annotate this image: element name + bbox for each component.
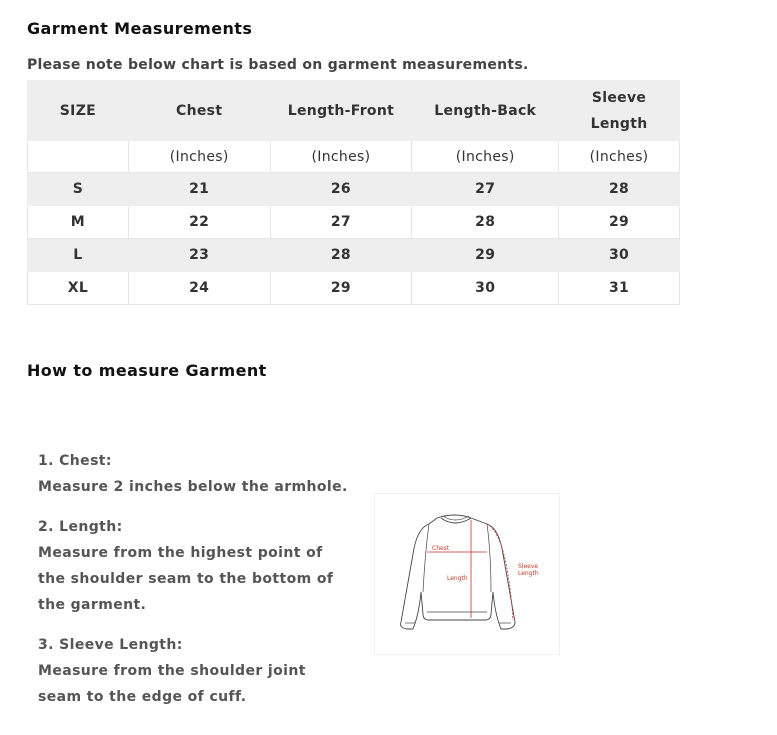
step-heading: 3. Sleeve Length: xyxy=(38,637,183,653)
unit-cell: (Inches) xyxy=(128,141,270,173)
table-cell: 24 xyxy=(128,272,270,305)
step-text: Measure 2 inches below the armhole. xyxy=(38,479,348,495)
step-heading: 2. Length: xyxy=(38,519,123,535)
column-header: Length-Back xyxy=(412,81,559,141)
column-header-text: Sleeve Length xyxy=(590,89,648,132)
step-chest xyxy=(38,448,358,500)
measure-steps xyxy=(38,448,358,724)
chest-label: Chest xyxy=(432,545,450,552)
step-length xyxy=(38,514,358,618)
unit-cell: (Inches) xyxy=(559,141,680,173)
table-cell: 27 xyxy=(270,206,412,239)
column-header-sleeve-length xyxy=(559,81,680,141)
table-cell: 22 xyxy=(128,206,270,239)
step-text: Measure from the highest point of xyxy=(38,545,323,561)
column-header: Length-Front xyxy=(270,81,412,141)
table-cell: 29 xyxy=(270,272,412,305)
table-cell: 21 xyxy=(128,173,270,206)
unit-cell xyxy=(28,141,129,173)
sleeve-label-2: Length xyxy=(518,570,539,577)
table-row xyxy=(28,206,680,239)
column-header: SIZE xyxy=(28,81,129,141)
step-text: Measure from the shoulder joint xyxy=(38,663,306,679)
page-title: Garment Measurements xyxy=(27,19,253,38)
size-cell: XL xyxy=(28,272,129,305)
table-cell: 27 xyxy=(412,173,559,206)
table-cell: 28 xyxy=(412,206,559,239)
step-text: the shoulder seam to the bottom of xyxy=(38,571,334,587)
table-header-row xyxy=(28,81,680,141)
table-cell: 28 xyxy=(270,239,412,272)
sleeve-label-1: Sleeve xyxy=(518,563,539,570)
chart-note: Please note below chart is based on garment measurements. xyxy=(27,57,529,73)
table-cell: 29 xyxy=(559,206,680,239)
table-cell: 29 xyxy=(412,239,559,272)
unit-cell: (Inches) xyxy=(412,141,559,173)
size-cell: L xyxy=(28,239,129,272)
table-row xyxy=(28,173,680,206)
size-cell: M xyxy=(28,206,129,239)
table-cell: 26 xyxy=(270,173,412,206)
table-row xyxy=(28,239,680,272)
size-chart-table xyxy=(27,80,680,305)
table-cell: 28 xyxy=(559,173,680,206)
sweatshirt-diagram xyxy=(374,493,560,655)
table-row xyxy=(28,272,680,305)
table-cell: 30 xyxy=(412,272,559,305)
step-text: seam to the edge of cuff. xyxy=(38,689,247,705)
length-label: Length xyxy=(447,575,468,582)
step-text: the garment. xyxy=(38,597,147,613)
column-header: Chest xyxy=(128,81,270,141)
section-title-how-to-measure: How to measure Garment xyxy=(27,361,267,380)
size-cell: S xyxy=(28,173,129,206)
table-cell: 31 xyxy=(559,272,680,305)
table-units-row xyxy=(28,141,680,173)
sweatshirt-icon xyxy=(375,494,559,654)
table-cell: 23 xyxy=(128,239,270,272)
step-heading: 1. Chest: xyxy=(38,453,112,469)
unit-cell: (Inches) xyxy=(270,141,412,173)
table-cell: 30 xyxy=(559,239,680,272)
step-sleeve-length xyxy=(38,632,358,710)
